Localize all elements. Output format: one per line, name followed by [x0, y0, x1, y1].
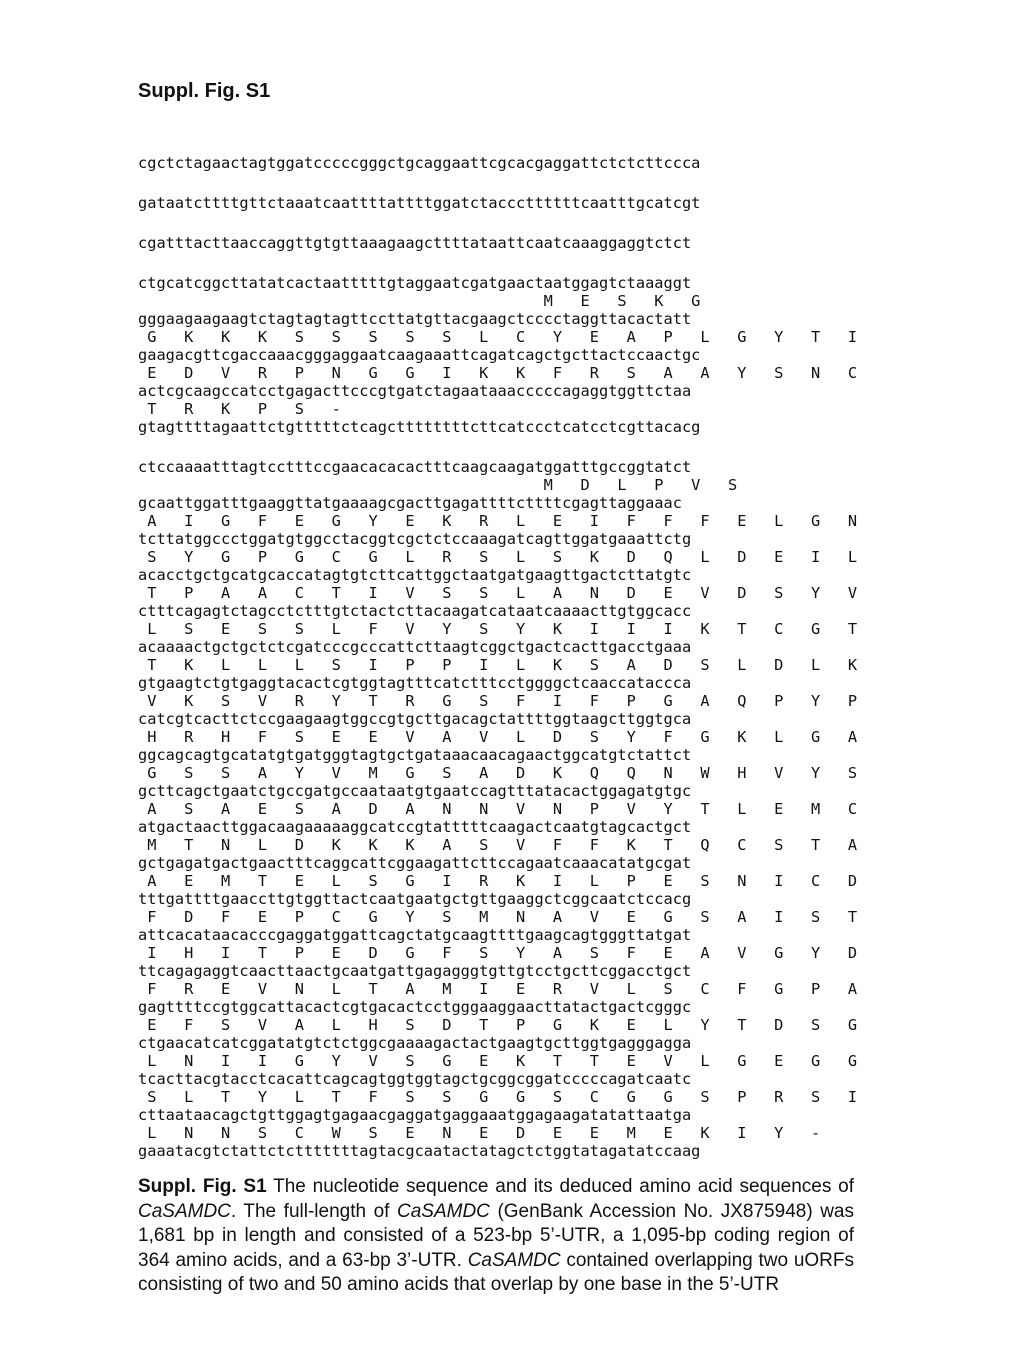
amino-acid-line: G S S A Y V M G S A D K Q Q N W H V Y S [138, 764, 858, 782]
nucleotide-line: tttgattttgaaccttgtggttactcaatgaatgctgttgaaggctcggcaatctccacg [138, 890, 692, 908]
caption-text-1: The nucleotide sequence and its deduced amino acid sequences of [266, 1176, 854, 1197]
nucleotide-line: acaaaactgctgctctcgatcccgcccattcttaagtcggctgactcacttgacctgaaa [138, 638, 692, 656]
amino-acid-line: L S E S S L F V Y S Y K I I I K T C G T [138, 620, 858, 638]
nucleotide-line: gagttttccgtggcattacactcgtgacactcctgggaaggaacttatactgactcgggc [138, 998, 692, 1016]
nucleotide-line: ctccaaaatttagtcctttccgaacacacactttcaagcaagatggatttgccggtatct [138, 458, 692, 476]
gene-name: CaSAMDC [467, 1249, 561, 1271]
nucleotide-line: ctgaacatcatcggatatgtctctggcgaaaagactactgaagtgcttggtgagggagga [138, 1034, 692, 1052]
nucleotide-line: cgctctagaactagtggatcccccgggctgcaggaattcgcacgaggattctctcttccca [138, 154, 701, 172]
amino-acid-line: M D L P V S [138, 476, 738, 494]
nucleotide-line: ttcagagaggtcaacttaactgcaatgattgagagggtgttgtcctgcttcggacctgct [138, 962, 692, 980]
nucleotide-line: gcaattggatttgaaggttatgaaaagcgacttgagattttcttttcgagttaggaaac [138, 494, 682, 512]
amino-acid-line: T P A A C T I V S S L A N D E V D S Y V [138, 584, 858, 602]
nucleotide-line: gataatcttttgttctaaatcaattttattttggatctacccttttttcaatttgcatcgt [138, 194, 701, 212]
amino-acid-line: I H I T P E D G F S Y A S F E A V G Y D [138, 944, 858, 962]
amino-acid-line: F D F E P C G Y S M N A V E G S A I S T [138, 908, 858, 926]
amino-acid-line: S Y G P G C G L R S L S K D Q L D E I L [138, 548, 858, 566]
nucleotide-line: ctttcagagtctagcctctttgtctactcttacaagatcataatcaaaacttgtggcacc [138, 602, 692, 620]
amino-acid-line: M E S K G [138, 292, 701, 310]
nucleotide-line: gaaatacgtctattctctttttttagtacgcaatactatagctctggtatagatatccaag [138, 1142, 701, 1160]
nucleotide-line: cttaataacagctgttggagtgagaacgaggatgaggaaatggagaagatatattaatga [138, 1106, 692, 1124]
amino-acid-line: E F S V A L H S D T P G K E L Y T D S G [138, 1016, 858, 1034]
nucleotide-line: gaagacgttcgaccaaacgggaggaatcaagaaattcagatcagctgcttactccaactgc [138, 346, 701, 364]
figure-title: Suppl. Fig. S1 [138, 80, 271, 102]
nucleotide-line: cgatttacttaaccaggttgtgttaaagaagcttttataattcaatcaaaggaggtctct [138, 234, 692, 252]
amino-acid-line: S L T Y L T F S S G G S C G G S P R S I [138, 1088, 858, 1106]
amino-acid-line: E D V R P N G G I K K F R S A A Y S N C [138, 364, 858, 382]
nucleotide-line: actcgcaagccatcctgagacttcccgtgatctagaataaacccccagaggtggttctaa [138, 382, 692, 400]
nucleotide-line: tcttatggccctggatgtggcctacggtcgctctccaaagatcagttggatgaaattctg [138, 530, 692, 548]
amino-acid-line: F R E V N L T A M I E R V L S C F G P A [138, 980, 858, 998]
amino-acid-line: A E M T E L S G I R K I L P E S N I C D [138, 872, 858, 890]
amino-acid-line: G K K K S S S S S L C Y E A P L G Y T I [138, 328, 858, 346]
nucleotide-line: gtgaagtctgtgaggtacactcgtggtagtttcatctttcctggggctcaaccataccca [138, 674, 692, 692]
amino-acid-line: A S A E S A D A N N V N P V Y T L E M C [138, 800, 858, 818]
amino-acid-line: L N N S C W S E N E D E E M E K I Y - [138, 1124, 821, 1142]
amino-acid-line: A I G F E G Y E K R L E I F F F E L G N [138, 512, 858, 530]
nucleotide-line: tcacttacgtacctcacattcagcagtggtggtagctgcggcggatcccccagatcaatc [138, 1070, 692, 1088]
figure-caption [138, 1175, 854, 1298]
sequence-block [138, 154, 878, 1182]
amino-acid-line: T K L L L S I P P I L K S A D S L D L K [138, 656, 858, 674]
nucleotide-line: gctgagatgactgaactttcaggcattcggaagattcttccagaatcaaacatatgcgat [138, 854, 692, 872]
nucleotide-line: ctgcatcggcttatatcactaatttttgtaggaatcgatgaactaatggagtctaaaggt [138, 274, 692, 292]
nucleotide-line: ggcagcagtgcatatgtgatgggtagtgctgataaacaacagaactggcatgtctattct [138, 746, 692, 764]
caption-text-2: . The full-length of [230, 1200, 397, 1222]
amino-acid-line: V K S V R Y T R G S F I F P G A Q P Y P [138, 692, 858, 710]
gene-name: CaSAMDC [138, 1200, 231, 1222]
nucleotide-line: gtagttttagaattctgtttttctcagcttttttttcttcatccctcatcctcgttacacg [138, 418, 701, 436]
nucleotide-line: gcttcagctgaatctgccgatgccaataatgtgaatccagtttatacactggagatgtgc [138, 782, 692, 800]
nucleotide-line: attcacataacacccgaggatggattcagctatgcaagttttgaagcagtgggttatgat [138, 926, 692, 944]
nucleotide-line: gggaagaagaagtctagtagtagttccttatgttacgaagctcccctaggttacactatt [138, 310, 692, 328]
gene-name: CaSAMDC [397, 1200, 490, 1222]
nucleotide-line: catcgtcacttctccgaagaagtggccgtgcttgacagctattttggtaagcttggtgca [138, 710, 692, 728]
caption-label: Suppl. Fig. S1 [138, 1176, 267, 1197]
nucleotide-line: acacctgctgcatgcaccatagtgtcttcattggctaatgatgaagttgactcttatgtc [138, 566, 692, 584]
amino-acid-line: L N I I G Y V S G E K T T E V L G E G G [138, 1052, 858, 1070]
amino-acid-line: M T N L D K K K A S V F F K T Q C S T A [138, 836, 858, 854]
amino-acid-line: T R K P S - [138, 400, 341, 418]
caption-text-3: (GenBank Accession No. JX875948) was 1,681 bp in length and consisted of a 523-bp 5’-UTR, a 1,095-bp coding region of 364 amino acids, and a 63-bp 3’-UTR. [138, 1200, 854, 1271]
caption-text-4: contained overlapping two uORFs consisting of two and 50 amino acids that overlap by one base in the 5’-UTR [138, 1249, 854, 1295]
nucleotide-line: atgactaacttggacaagaaaaaggcatccgtatttttcaagactcaatgtagcactgct [138, 818, 692, 836]
amino-acid-line: H R H F S E E V A V L D S Y F G K L G A [138, 728, 858, 746]
